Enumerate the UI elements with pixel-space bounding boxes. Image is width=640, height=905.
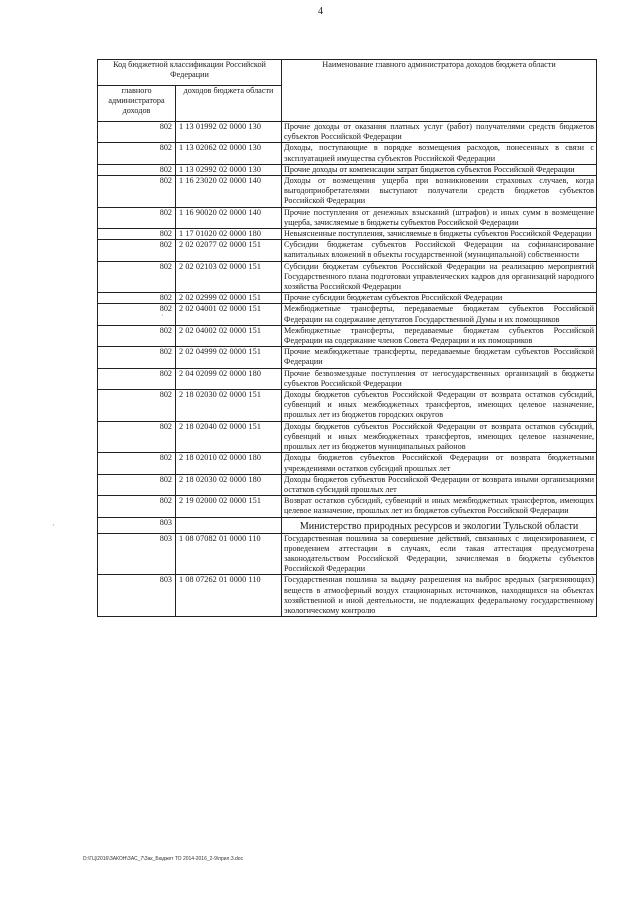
income-code-cell: 2 18 02030 02 0000 180 [176,474,282,495]
income-code-cell: 2 02 02103 02 0000 151 [176,261,282,293]
income-name-cell: Субсидии бюджетам субъектов Российской Федерации на софинансирование капитальных вложений в объекты государственной (муниципальной) собственности [282,240,597,261]
income-code-cell: 2 18 02010 02 0000 180 [176,453,282,474]
header-budget-income: доходов бюджета области [176,86,282,122]
table-row [98,347,597,368]
income-name-cell: Доходы бюджетов субъектов Российской Федерации от возврата иными организациями остатков субсидий прошлых лет [282,474,597,495]
income-code-cell: 1 13 02062 02 0000 130 [176,143,282,164]
income-name-cell: Субсидии бюджетам субъектов Российской Федерации на реализацию мероприятий Государственного плана подготовки управленческих кадров для организаций народного хозяйства Российской Федерации [282,261,597,293]
income-name-cell: Государственная пошлина за выдачу разрешения на выброс вредных (загрязняющих) веществ в атмосферный воздух стационарных источников, находящихся на объектах хозяйственной и иной деятельности, не подлежащих федеральному государственному экологическому контролю [282,575,597,617]
income-name-cell: Доходы бюджетов субъектов Российской Федерации от возврата остатков субсидий, субвенций и иных межбюджетных трансфертов, имеющих целевое назначение, прошлых лет из бюджетов муниципальных районов [282,421,597,453]
administrator-code-cell: 802 [98,122,176,143]
header-budget-classification: Код бюджетной классификации Российской Федерации [98,60,282,86]
income-code-cell: 1 17 01020 02 0000 180 [176,229,282,240]
income-code-cell: 2 19 02000 02 0000 151 [176,496,282,517]
table-row [98,390,597,422]
income-code-cell: 2 02 02077 02 0000 151 [176,240,282,261]
table-row [98,143,597,164]
income-name-cell: Доходы бюджетов субъектов Российской Федерации от возврата бюджетными учреждениями остатков субсидий прошлых лет [282,453,597,474]
administrator-code-cell: 802 [98,474,176,495]
income-name-cell: Межбюджетные трансферты, передаваемые бюджетам субъектов Российской Федерации на содержание членов Совета Федерации и их помощников [282,325,597,346]
income-name-cell: Прочие межбюджетные трансферты, передаваемые бюджетам субъектов Российской Федерации [282,347,597,368]
header-main-administrator: главного администратора доходов [98,86,176,122]
income-name-cell: Возврат остатков субсидий, субвенций и иных межбюджетных трансфертов, имеющих целевое назначение, прошлых лет из бюджетов субъектов Российской Федерации [282,496,597,517]
revenue-administrators-table [97,59,597,617]
income-name-cell: Межбюджетные трансферты, передаваемые бюджетам субъектов Российской Федерации на содержание депутатов Государственной Думы и их помощников [282,304,597,325]
administrator-code-cell: 802 [98,261,176,293]
administrator-code-cell: 802 [98,453,176,474]
table-row [98,229,597,240]
table-row [98,207,597,228]
table-row [98,325,597,346]
page-number: 4 [318,6,323,17]
administrator-code-cell: 802 [98,347,176,368]
administrator-code-cell: 802 [98,293,176,304]
table-row [98,293,597,304]
income-code-cell: 1 13 01992 02 0000 130 [176,122,282,143]
income-code-cell: 2 02 04999 02 0000 151 [176,347,282,368]
table-header-row [98,60,597,86]
administrator-code-cell: 802 [98,229,176,240]
table-row [98,496,597,517]
scan-speck: · [52,521,55,530]
income-code-cell: 2 18 02030 02 0000 151 [176,390,282,422]
income-name-cell: Доходы от возмещения ущерба при возникновении страховых случаев, когда выгодоприобретателями выступают получатели средств бюджетов субъектов Российской Федерации [282,176,597,208]
header-administrator-name: Наименование главного администратора доходов бюджета области [282,60,597,122]
income-name-cell: Доходы бюджетов субъектов Российской Федерации от возврата остатков субсидий, субвенций и иных межбюджетных трансфертов, имеющих целевое назначение, прошлых лет из бюджетов городских округов [282,390,597,422]
income-code-cell: 1 16 23020 02 0000 140 [176,176,282,208]
income-code-cell: 2 18 02040 02 0000 151 [176,421,282,453]
income-name-cell: Прочие безвозмездные поступления от негосударственных организаций в бюджеты субъектов Российской Федерации [282,368,597,389]
administrator-code-cell: 802 [98,143,176,164]
income-name-cell: Прочие доходы от компенсации затрат бюджетов субъектов Российской Федерации [282,164,597,175]
income-code-cell: 2 04 02099 02 0000 180 [176,368,282,389]
administrator-code-cell: 802 [98,390,176,422]
income-code-cell: 1 08 07262 01 0000 110 [176,575,282,617]
income-name-cell: Прочие доходы от оказания платных услуг (работ) получателями средств бюджетов субъектов Российской Федерации [282,122,597,143]
income-name-cell: Доходы, поступающие в порядке возмещения расходов, понесенных в связи с эксплуатацией имущества субъектов Российской Федерации [282,143,597,164]
table-row [98,453,597,474]
income-code-cell: 2 02 04002 02 0000 151 [176,325,282,346]
section-title-cell: Министерство природных ресурсов и экологии Тульской области [282,517,597,533]
administrator-code-cell: 803 [98,575,176,617]
administrator-code-cell: 802 [98,368,176,389]
income-code-cell: 2 02 04001 02 0000 151 [176,304,282,325]
administrator-code-cell: 803 [98,517,176,533]
scan-speck: · [161,311,164,320]
income-code-cell: 1 13 02992 02 0000 130 [176,164,282,175]
table-row [98,304,597,325]
income-code-cell: 1 08 07082 01 0000 110 [176,533,282,575]
administrator-code-cell: 802 [98,304,176,325]
income-name-cell: Невыясненные поступления, зачисляемые в бюджеты субъектов Российской Федерации [282,229,597,240]
administrator-code-cell: 802 [98,207,176,228]
table-row [98,421,597,453]
empty-cell [176,517,282,533]
section-row [98,517,597,533]
administrator-code-cell: 802 [98,164,176,175]
table-row [98,368,597,389]
administrator-code-cell: 802 [98,421,176,453]
table-row [98,575,597,617]
table-row [98,261,597,293]
table-row [98,176,597,208]
file-path-footer: D:\ГЦ\2016\ЗАКОН\ЗАС_7\Зак_Бюджет ТО 2014-2016_2-9\прил.3.doc [83,856,244,862]
table-row [98,533,597,575]
income-name-cell: Прочие поступления от денежных взысканий (штрафов) и иных сумм в возмещение ущерба, зачисляемые в бюджеты субъектов Российской Федерации [282,207,597,228]
administrator-code-cell: 803 [98,533,176,575]
income-code-cell: 1 16 90020 02 0000 140 [176,207,282,228]
administrator-code-cell: 802 [98,176,176,208]
administrator-code-cell: 802 [98,325,176,346]
administrator-code-cell: 802 [98,240,176,261]
income-name-cell: Государственная пошлина за совершение действий, связанных с лицензированием, с проведением аттестации в случаях, если такая аттестация предусмотрена законодательством Российской Федерации, зачисляемая в бюджеты субъектов Российской Федерации [282,533,597,575]
income-name-cell: Прочие субсидии бюджетам субъектов Российской Федерации [282,293,597,304]
table-row [98,474,597,495]
table-row [98,240,597,261]
administrator-code-cell: 802 [98,496,176,517]
table-row [98,122,597,143]
table-row [98,164,597,175]
income-code-cell: 2 02 02999 02 0000 151 [176,293,282,304]
